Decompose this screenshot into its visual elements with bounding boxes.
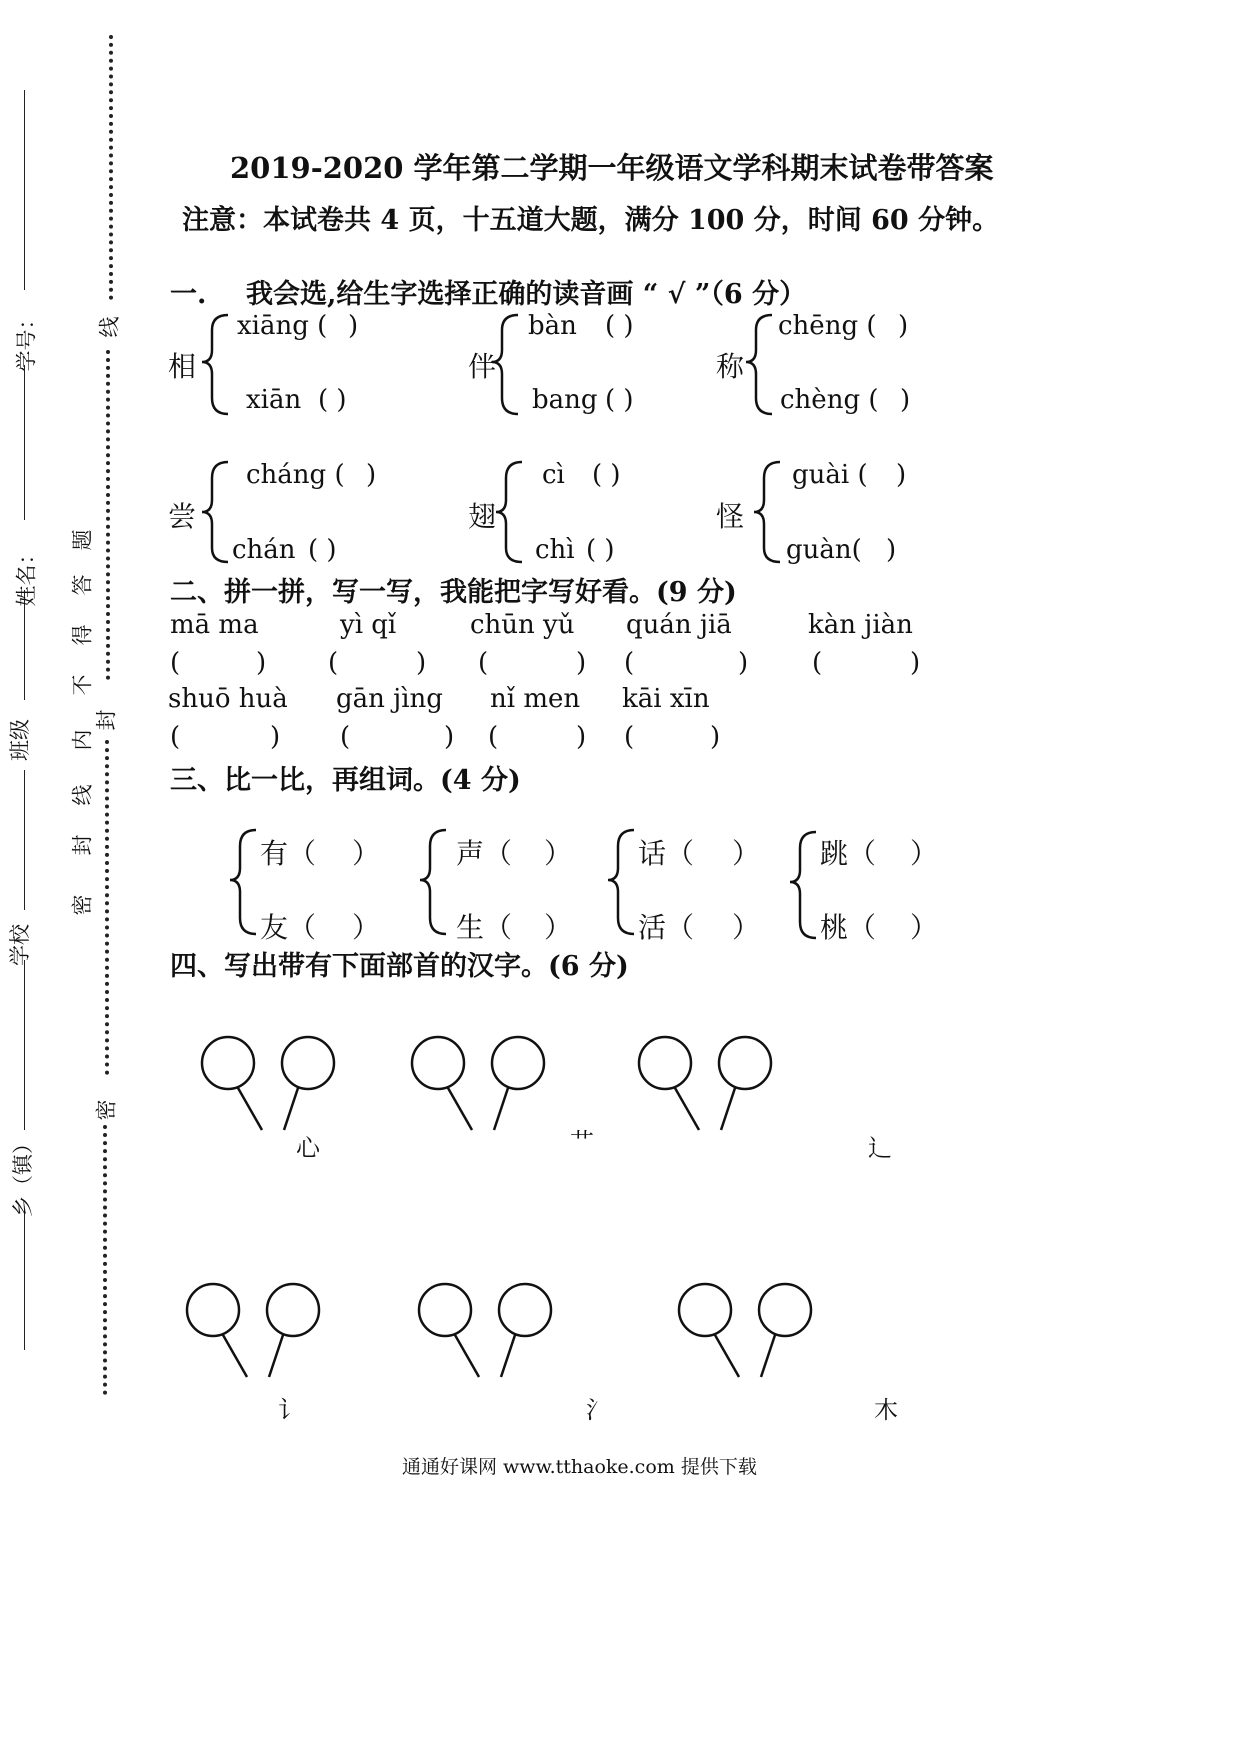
warning-char: 内 [70, 729, 95, 751]
q1-pinyin: cháng ( [246, 460, 345, 490]
q3-close-paren: ） [352, 911, 381, 944]
school-label: 学校 [8, 924, 32, 966]
warning-char: 线 [70, 784, 95, 806]
q1-number: 一. [170, 279, 207, 310]
q4-radical: 讠 [278, 1396, 302, 1424]
q2-paren-close[interactable]: ) [416, 648, 427, 678]
q2-paren-close[interactable]: ) [444, 722, 455, 752]
name-label: 姓名： [14, 543, 39, 607]
warning-char: 题 [70, 529, 95, 551]
q2-paren-open[interactable]: ( [488, 722, 499, 752]
q1-heading: 我会选,给生字选择正确的读音画 “ √ ”（6 分） [246, 279, 807, 310]
q3-word-slot[interactable]: 有（ [260, 837, 317, 870]
q1-pinyin: xiān [246, 385, 302, 415]
q3-close-paren: ） [352, 837, 381, 870]
q1-pinyin: chēng ( [778, 311, 877, 341]
q3-word-slot[interactable]: 桃（ [820, 911, 877, 944]
q3-word-slot[interactable]: 生（ [456, 911, 513, 944]
q2-pinyin: yì qǐ [340, 610, 397, 640]
q2-pinyin: mā ma [170, 610, 259, 640]
q1-answer-paren[interactable]: ( ) [592, 460, 621, 490]
q1-pinyin: bang [532, 385, 598, 415]
q3-close-paren: ） [732, 911, 761, 944]
q1-answer-paren[interactable]: ) [896, 460, 907, 490]
q2-pinyin: kàn jiàn [808, 610, 913, 640]
q2-pinyin: quán jiā [626, 610, 732, 640]
q3-word-slot[interactable]: 跳（ [820, 837, 877, 870]
q2-paren-close[interactable]: ) [270, 722, 281, 752]
q1-char: 相 [168, 350, 197, 383]
q3-close-paren: ） [910, 911, 939, 944]
q1-answer-paren[interactable]: ( ) [605, 311, 634, 341]
q1-answer-paren[interactable]: ( ) [308, 535, 337, 565]
q3-word-slot[interactable]: 活（ [638, 911, 695, 944]
q2-pinyin: chūn yǔ [470, 610, 575, 640]
q1-char: 翅 [468, 500, 497, 533]
q1-answer-paren[interactable]: ( ) [605, 385, 634, 415]
q1-answer-paren[interactable]: ) [348, 311, 359, 341]
q3-word-slot[interactable]: 友（ [260, 911, 317, 944]
q2-pinyin: kāi xīn [622, 684, 710, 714]
warning-char: 密 [70, 894, 95, 916]
q3-close-paren: ） [544, 837, 573, 870]
exam-note: 注意：本试卷共 4 页，十五道大题，满分 100 分，时间 60 分钟。 [182, 205, 1000, 236]
q1-pinyin: cì [542, 460, 565, 490]
seal-char-secret: 密 [94, 1099, 119, 1121]
q3-word-slot[interactable]: 话（ [638, 837, 695, 870]
q1-pinyin: bàn [528, 311, 577, 341]
q4-heading: 四、写出带有下面部首的汉字。(6 分) [170, 951, 629, 982]
q1-answer-paren[interactable]: ) [898, 311, 909, 341]
q2-paren-open[interactable]: ( [624, 722, 635, 752]
q2-pinyin: nǐ men [490, 684, 581, 714]
q1-pinyin: guài ( [792, 460, 868, 490]
q4-radical: 心 [296, 1134, 320, 1162]
q4-radical: 辶 [868, 1134, 892, 1162]
q2-paren-close[interactable]: ) [576, 648, 587, 678]
q1-char: 怪 [716, 500, 745, 533]
q3-close-paren: ） [544, 911, 573, 944]
page-title: 2019-2020 学年第二学期一年级语文学科期末试卷带答案 [230, 151, 994, 185]
q2-paren-close[interactable]: ) [256, 648, 267, 678]
q4-radical: 木 [874, 1396, 898, 1424]
q2-paren-open[interactable]: ( [812, 648, 823, 678]
q2-paren-close[interactable]: ) [576, 722, 587, 752]
q2-paren-open[interactable]: ( [478, 648, 489, 678]
q1-char: 称 [716, 350, 745, 383]
q1-answer-paren[interactable]: ) [900, 385, 911, 415]
q2-paren-open[interactable]: ( [624, 648, 635, 678]
q1-answer-paren[interactable]: ( ) [318, 385, 347, 415]
q1-char: 尝 [168, 500, 197, 533]
seal-char-seal: 封 [94, 709, 119, 731]
q1-pinyin: guàn( [786, 535, 862, 565]
q1-pinyin: xiāng ( [237, 311, 328, 341]
q1-answer-paren[interactable]: ) [886, 535, 897, 565]
town-label: 乡（镇） [11, 1133, 35, 1217]
seal-char-line: 线 [97, 316, 122, 338]
q2-pinyin: shuō huà [168, 684, 288, 714]
q1-pinyin: chán [232, 535, 296, 565]
q2-paren-close[interactable]: ) [710, 722, 721, 752]
q3-close-paren: ） [732, 837, 761, 870]
student-id-label: 学号： [14, 308, 39, 372]
warning-char: 得 [70, 624, 95, 646]
q2-heading: 二、拼一拼，写一写，我能把字写好看。(9 分) [170, 577, 737, 608]
q4-radical: 氵 [586, 1396, 610, 1424]
q1-pinyin: chèng ( [780, 385, 879, 415]
warning-char: 封 [70, 834, 95, 856]
q2-paren-open[interactable]: ( [170, 722, 181, 752]
q2-paren-open[interactable]: ( [328, 648, 339, 678]
footer-source: 通通好课网 www.tthaoke.com 提供下载 [402, 1456, 757, 1478]
q2-paren-close[interactable]: ) [910, 648, 921, 678]
q2-pinyin: gān jìng [336, 684, 443, 714]
q2-paren-open[interactable]: ( [340, 722, 351, 752]
q3-word-slot[interactable]: 声（ [456, 837, 513, 870]
q2-paren-open[interactable]: ( [170, 648, 181, 678]
q1-pinyin: chì [535, 535, 575, 565]
warning-char: 答 [70, 574, 95, 596]
q1-answer-paren[interactable]: ( ) [586, 535, 615, 565]
warning-char: 不 [70, 674, 95, 696]
q1-char: 伴 [468, 350, 497, 383]
q4-radical: 艹 [570, 1128, 594, 1156]
q2-paren-close[interactable]: ) [738, 648, 749, 678]
q3-close-paren: ） [910, 837, 939, 870]
class-label: 班级 [8, 719, 32, 761]
q3-heading: 三、比一比，再组词。(4 分) [170, 765, 521, 796]
q1-answer-paren[interactable]: ) [366, 460, 377, 490]
